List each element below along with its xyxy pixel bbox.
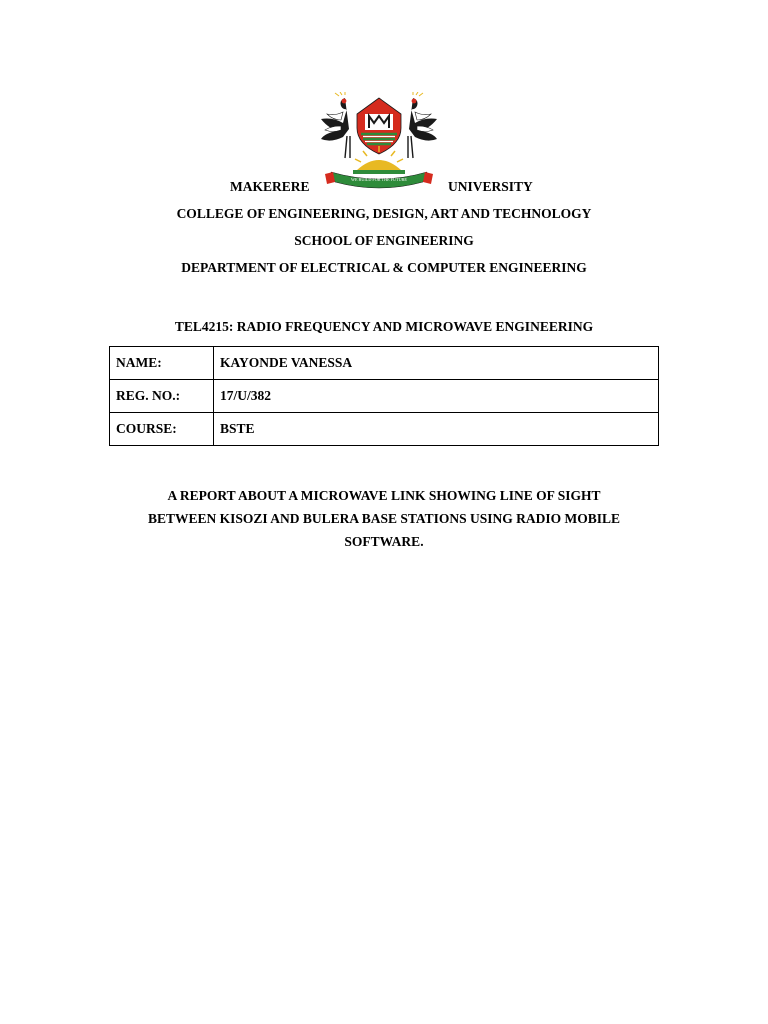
name-value: KAYONDE VANESSA (214, 347, 659, 380)
reg-no-label: REG. NO.: (110, 380, 214, 413)
svg-text:WE BUILD FOR THE FUTURE: WE BUILD FOR THE FUTURE (351, 177, 407, 182)
report-title-line-3: SOFTWARE. (344, 534, 424, 549)
school-name: SCHOOL OF ENGINEERING (294, 233, 474, 248)
report-title-line-1: A REPORT ABOUT A MICROWAVE LINK SHOWING LINE OF SIGHT (167, 488, 601, 503)
right-crane-icon (408, 92, 437, 158)
department-name: DEPARTMENT OF ELECTRICAL & COMPUTER ENGINEERING (181, 260, 587, 275)
university-crest-logo (317, 92, 441, 190)
course-title: TEL4215: RADIO FREQUENCY AND MICROWAVE ENGINEERING (174, 319, 594, 334)
reg-no-value: 17/U/382 (214, 380, 659, 413)
name-label: NAME: (110, 347, 214, 380)
table-row (110, 347, 659, 380)
sun-icon (355, 146, 403, 170)
table-row (110, 380, 659, 413)
college-name: COLLEGE OF ENGINEERING, DESIGN, ART AND TECHNOLOGY (176, 206, 592, 221)
table-row (110, 413, 659, 446)
university-name-right: UNIVERSITY (448, 179, 533, 194)
crest-shield-icon (357, 98, 401, 154)
student-info-table (109, 346, 659, 446)
left-crane-icon (321, 92, 350, 158)
course-label: COURSE: (110, 413, 214, 446)
university-name-left: MAKERERE (230, 179, 310, 194)
report-title-line-2: BETWEEN KISOZI AND BULERA BASE STATIONS USING RADIO MOBILE (147, 511, 621, 526)
course-value: BSTE (214, 413, 659, 446)
report-title (0, 484, 768, 553)
